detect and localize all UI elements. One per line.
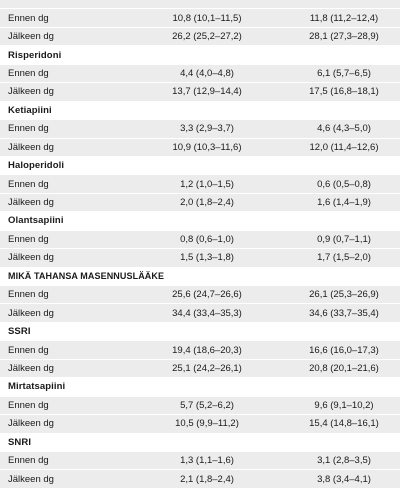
value-column-1: 10,9 (10,3–11,6) <box>172 141 242 153</box>
table-row <box>0 194 400 212</box>
row-label: Ennen dg <box>8 455 49 467</box>
row-label: Ennen dg <box>8 233 49 245</box>
value-column-2: 34,6 (33,7–35,4) <box>309 307 379 319</box>
value-column-1: 2,0 (1,8–2,4) <box>180 197 234 209</box>
value-column-2: 16,6 (16,0–17,3) <box>309 344 379 356</box>
table-row <box>0 249 400 267</box>
row-label: Ennen dg <box>8 344 49 356</box>
row-label: Ennen dg <box>8 123 49 135</box>
table-row <box>0 304 400 322</box>
section-header-label: SSRI <box>8 326 31 338</box>
value-column-1: 25,6 (24,7–26,6) <box>172 289 242 301</box>
table-row <box>0 28 400 46</box>
row-label: Jälkeen dg <box>8 307 54 319</box>
value-column-1: 1,5 (1,3–1,8) <box>180 252 234 264</box>
section-header-label: Olantsapiini <box>8 215 64 227</box>
value-column-2: 11,8 (11,2–12,4) <box>309 12 379 24</box>
value-column-1: 4,4 (4,0–4,8) <box>180 67 234 79</box>
value-column-2: 6,1 (5,7–6,5) <box>317 67 371 79</box>
value-column-2: 15,4 (14,8–16,1) <box>309 418 379 430</box>
row-label: Ennen dg <box>8 67 49 79</box>
table-row <box>0 83 400 101</box>
table-row <box>0 452 400 470</box>
row-label: Jälkeen dg <box>8 362 54 374</box>
value-column-2: 20,8 (20,1–21,6) <box>309 362 379 374</box>
value-column-1: 10,8 (10,1–11,5) <box>172 12 242 24</box>
section-header-label: SNRI <box>8 436 32 448</box>
row-label: Jälkeen dg <box>8 86 54 98</box>
table-row <box>0 231 400 249</box>
section-header-row <box>0 268 400 286</box>
section-header-label: Ketiapiini <box>8 104 52 116</box>
row-label: Jälkeen dg <box>8 473 54 485</box>
table-row <box>0 139 400 157</box>
row-label: Ennen dg <box>8 399 49 411</box>
value-column-2: 1,7 (1,5–2,0) <box>317 252 371 264</box>
value-column-2: 4,6 (4,3–5,0) <box>317 123 371 135</box>
row-label: Ennen dg <box>8 12 49 24</box>
value-column-2: 17,5 (16,8–18,1) <box>309 86 379 98</box>
value-column-1: 2,1 (1,8–2,4) <box>180 473 234 485</box>
value-column-1: 34,4 (33,4–35,3) <box>172 307 242 319</box>
row-label: Jälkeen dg <box>8 252 54 264</box>
table-row <box>0 397 400 415</box>
section-header-label: Risperidoni <box>8 49 62 61</box>
section-header-row <box>0 157 400 175</box>
value-column-1: 13,7 (12,9–14,4) <box>172 86 242 98</box>
section-header-row <box>0 434 400 452</box>
value-column-2: 26,1 (25,3–26,9) <box>309 289 379 301</box>
section-header-row <box>0 323 400 341</box>
value-column-2: 12,0 (11,4–12,6) <box>309 141 379 153</box>
table-row <box>0 120 400 138</box>
row-label: Jälkeen dg <box>8 31 54 43</box>
section-header-row <box>0 212 400 230</box>
table-row <box>0 470 400 488</box>
value-column-1: 1,3 (1,1–1,6) <box>180 455 234 467</box>
value-column-2: 9,6 (9,1–10,2) <box>314 399 374 411</box>
value-column-1: 1,2 (1,0–1,5) <box>180 178 234 190</box>
table-row <box>0 0 400 9</box>
section-header-label: Mirtatsapiini <box>8 381 66 393</box>
value-column-1: 0,8 (0,6–1,0) <box>180 233 234 245</box>
row-label: Ennen dg <box>8 289 49 301</box>
value-column-1: 26,2 (25,2–27,2) <box>172 31 242 43</box>
value-column-2: 0,6 (0,5–0,8) <box>317 178 371 190</box>
row-label: Ennen dg <box>8 178 49 190</box>
section-header-label: MIKÄ TAHANSA MASENNUSLÄÄKE <box>8 271 165 282</box>
table-row <box>0 286 400 304</box>
section-header-row <box>0 102 400 120</box>
table-row <box>0 65 400 83</box>
table-row <box>0 360 400 378</box>
value-column-2: 3,8 (3,4–4,1) <box>317 473 371 485</box>
value-column-2: 0,9 (0,7–1,1) <box>317 233 371 245</box>
value-column-1: 3,3 (2,9–3,7) <box>180 123 234 135</box>
table-row <box>0 175 400 193</box>
value-column-1: 10,5 (9,9–11,2) <box>175 418 239 430</box>
section-header-row <box>0 378 400 396</box>
value-column-2: 1,6 (1,4–1,9) <box>317 197 371 209</box>
value-column-2: 3,1 (2,8–3,5) <box>317 455 371 467</box>
table-row <box>0 415 400 433</box>
value-column-1: 19,4 (18,6–20,3) <box>172 344 242 356</box>
row-label: Jälkeen dg <box>8 418 54 430</box>
section-header-label: Haloperidoli <box>8 160 65 172</box>
value-column-1: 25,1 (24,2–26,1) <box>172 362 242 374</box>
row-label: Jälkeen dg <box>8 197 54 209</box>
value-column-2: 28,1 (27,3–28,9) <box>309 31 379 43</box>
table-row <box>0 341 400 359</box>
row-label: Jälkeen dg <box>8 141 54 153</box>
value-column-1: 5,7 (5,2–6,2) <box>180 399 234 411</box>
table-row <box>0 9 400 27</box>
section-header-row <box>0 46 400 64</box>
